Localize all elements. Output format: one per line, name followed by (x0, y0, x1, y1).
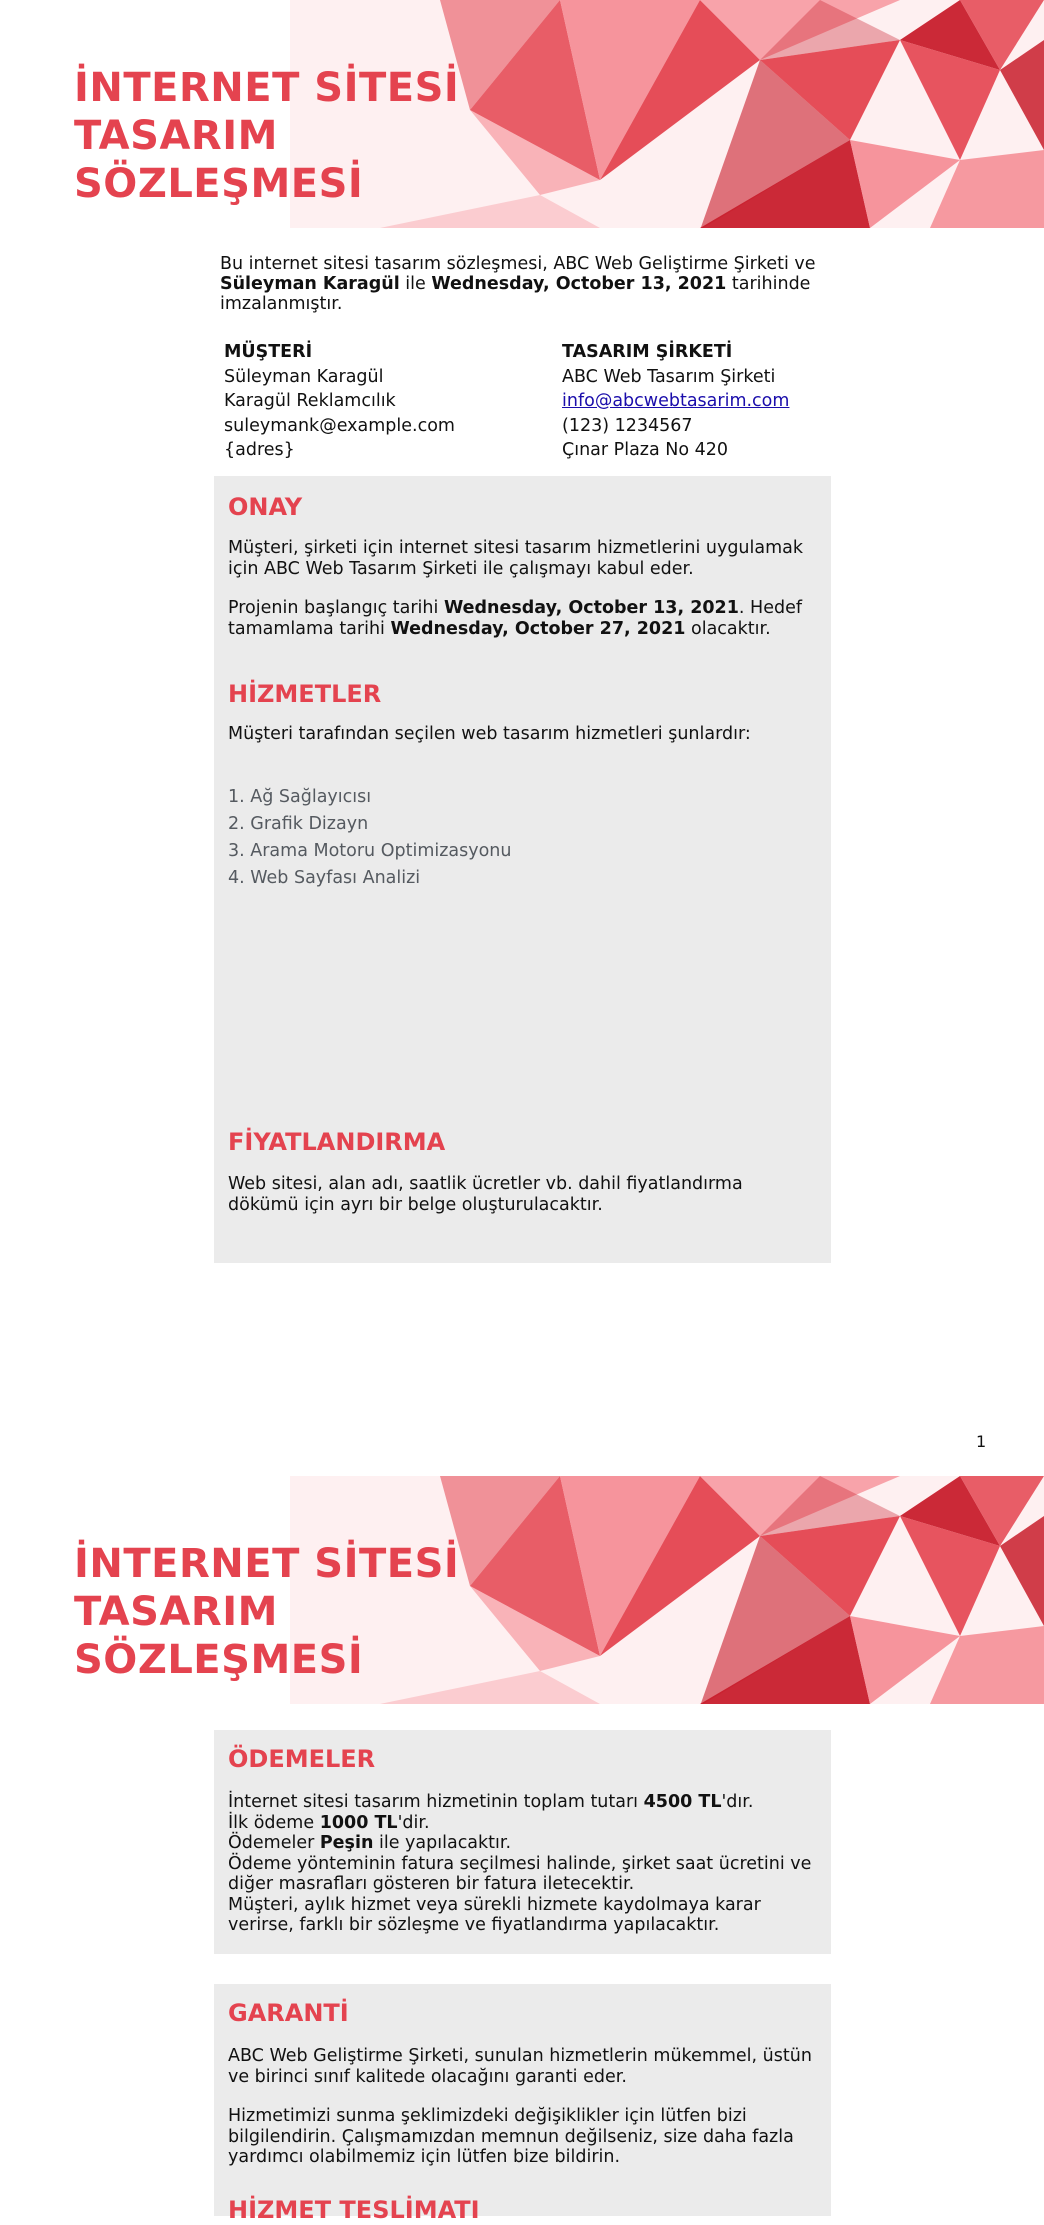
client-company: Karagül Reklamcılık (224, 391, 396, 411)
list-item: 4. Web Sayfası Analizi (228, 868, 421, 888)
contract-date: Wednesday, October 13, 2021 (431, 274, 727, 294)
approval-paragraph-2: Projenin başlangıç tarihi Wednesday, October 13, 2021. Hedef tamamlama tarihi Wednesday, October 27, 2021 olacaktır. (228, 598, 803, 639)
warranty-title: GARANTİ (228, 1999, 349, 2027)
services-intro: Müşteri tarafından seçilen web tasarım hizmetleri şunlardır: (228, 724, 751, 744)
terms-section-box (214, 476, 831, 1263)
warranty-paragraph-2: Hizmetimizi sunma şeklimizdeki değişiklikler için lütfen bizi bilgilendirin. Çalışmamızdan memnun değilseniz, size daha fazla yardımcı olabilmemiz için lütfen bize bildirin. (228, 2106, 794, 2167)
approval-paragraph-1: Müşteri, şirketi için internet sitesi tasarım hizmetlerini uygulamak için ABC Web Tasarım Şirketi ile çalışmayı kabul eder. (228, 538, 804, 579)
pricing-title: FİYATLANDIRMA (228, 1128, 446, 1156)
services-title: HİZMETLER (228, 680, 382, 708)
designer-email-link[interactable]: info@abcwebtasarim.com (562, 391, 790, 411)
title-line-1: İNTERNET SİTESİ (74, 65, 460, 111)
payment-method: Peşin (319, 1833, 374, 1853)
payments-title: ÖDEMELER (228, 1745, 376, 1773)
end-date: Wednesday, October 27, 2021 (390, 618, 686, 639)
document-title (74, 64, 459, 208)
document-title (74, 1540, 459, 1684)
designer-block (562, 340, 789, 463)
designer-heading: TASARIM ŞİRKETİ (562, 342, 733, 362)
designer-name: ABC Web Tasarım Şirketi (562, 366, 776, 387)
client-name-bold: Süleyman Karagül (220, 274, 400, 294)
title-line-2: TASARIM (74, 1589, 278, 1635)
client-block (224, 340, 455, 463)
client-name: Süleyman Karagül (224, 366, 384, 387)
client-address: {adres} (224, 440, 295, 460)
start-date: Wednesday, October 13, 2021 (443, 598, 739, 618)
document-page-2 (0, 1476, 1044, 2224)
total-amount: 4500 TL (643, 1792, 722, 1812)
list-item: 1. Ağ Sağlayıcısı (228, 787, 372, 807)
client-email: suleymank@example.com (224, 415, 455, 436)
designer-phone: (123) 1234567 (562, 415, 693, 436)
payments-text: İnternet sitesi tasarım hizmetinin toplam tutarı 4500 TL'dır. İlk ödeme 1000 TL'dir. Ödemeler Peşin ile yapılacaktır. Ödeme yönteminin fatura seçilmesi halinde, şirket saat ücretini ve diğer masrafları gösteren bir fatura iletecektir. Müşteri, aylık hizmet veya sürekli hizmete kaydolmaya karar verirse, farklı bir sözleşme ve fiyatlandırma yapılacaktır. (228, 1792, 812, 1935)
title-line-3: SÖZLEŞMESİ (74, 161, 364, 207)
client-heading: MÜŞTERİ (224, 342, 313, 362)
approval-title: ONAY (228, 493, 303, 521)
delivery-title: HİZMET TESLİMATI (228, 2196, 480, 2224)
list-item: 2. Grafik Dizayn (228, 814, 369, 834)
designer-address: Çınar Plaza No 420 (562, 440, 729, 460)
first-payment: 1000 TL (319, 1812, 398, 1833)
services-list (228, 784, 512, 892)
warranty-paragraph-1: ABC Web Geliştirme Şirketi, sunulan hizmetlerin mükemmel, üstün ve birinci sınıf kalitede olacağını garanti eder. (228, 2046, 812, 2087)
warranty-section-box (214, 1984, 831, 2224)
title-line-2: TASARIM (74, 113, 278, 159)
title-line-1: İNTERNET SİTESİ (74, 1541, 460, 1587)
title-line-3: SÖZLEŞMESİ (74, 1637, 364, 1683)
pricing-text: Web sitesi, alan adı, saatlik ücretler vb. dahil fiyatlandırma dökümü için ayrı bir belge oluşturulacaktır. (228, 1174, 743, 1215)
page-number: 1 (976, 1432, 987, 1451)
payments-section-box (214, 1730, 831, 1954)
intro-paragraph: Bu internet sitesi tasarım sözleşmesi, ABC Web Geliştirme Şirketi ve Süleyman Karagül ile Wednesday, October 13, 2021 tarihinde imzalanmıştır. (220, 254, 816, 314)
list-item: 3. Arama Motoru Optimizasyonu (228, 841, 512, 861)
